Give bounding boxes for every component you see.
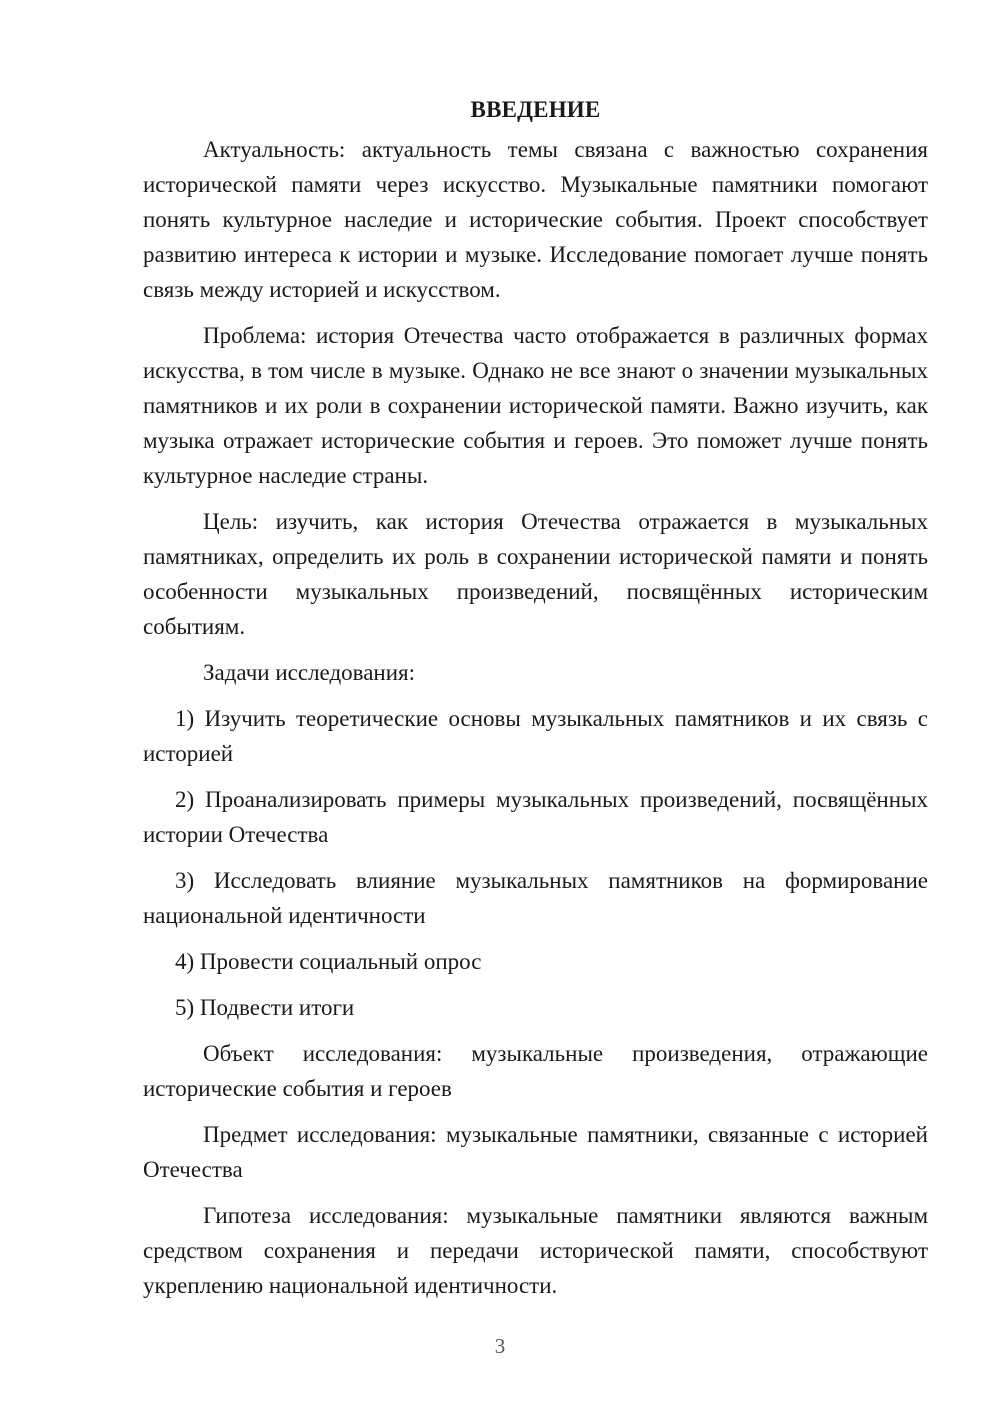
paragraph-hypothesis: Гипотеза исследования: музыкальные памятники являются важным средством сохранения и передачи исторической памяти, способствуют укреплению национальной идентичности. — [143, 1203, 928, 1298]
task-item-4: 4) Провести социальный опрос — [175, 949, 482, 974]
task-item-3: 3) Исследовать влияние музыкальных памятников на формирование национальной идентичности — [143, 868, 928, 928]
paragraph-tasks-heading: Задачи исследования: — [203, 660, 416, 685]
section-title: ВВЕДЕНИЕ — [470, 97, 601, 122]
paragraph-subject: Предмет исследования: музыкальные памятники, связанные с историей Отечества — [143, 1122, 928, 1182]
paragraph-object: Объект исследования: музыкальные произведения, отражающие исторические события и героев — [143, 1041, 928, 1101]
paragraph-goal: Цель: изучить, как история Отечества отражается в музыкальных памятниках, определить их роль в сохранении исторической памяти и понять особенности музыкальных произведений, посвящённых историческим событиям. — [143, 509, 928, 639]
paragraph-problem: Проблема: история Отечества часто отображается в различных формах искусства, в том числе в музыке. Однако не все знают о значении музыкальных памятников и их роли в сохранении исторической памяти. Важно изучить, как музыка отражает исторические события и героев. Это поможет лучше понять культурное наследие страны. — [143, 323, 928, 488]
task-item-5: 5) Подвести итоги — [175, 995, 355, 1020]
document-page — [143, 96, 928, 1314]
paragraph-relevance: Актуальность: актуальность темы связана с важностью сохранения исторической памяти через искусство. Музыкальные памятники помогают понять культурное наследие и исторические события. Проект способствует развитию интереса к истории и музыке. Исследование помогает лучше понять связь между историей и искусством. — [143, 137, 928, 302]
task-item-1: 1) Изучить теоретические основы музыкальных памятников и их связь с историей — [143, 706, 928, 766]
page-number: 3 — [494, 1334, 506, 1358]
task-item-2: 2) Проанализировать примеры музыкальных произведений, посвящённых истории Отечества — [143, 787, 928, 847]
